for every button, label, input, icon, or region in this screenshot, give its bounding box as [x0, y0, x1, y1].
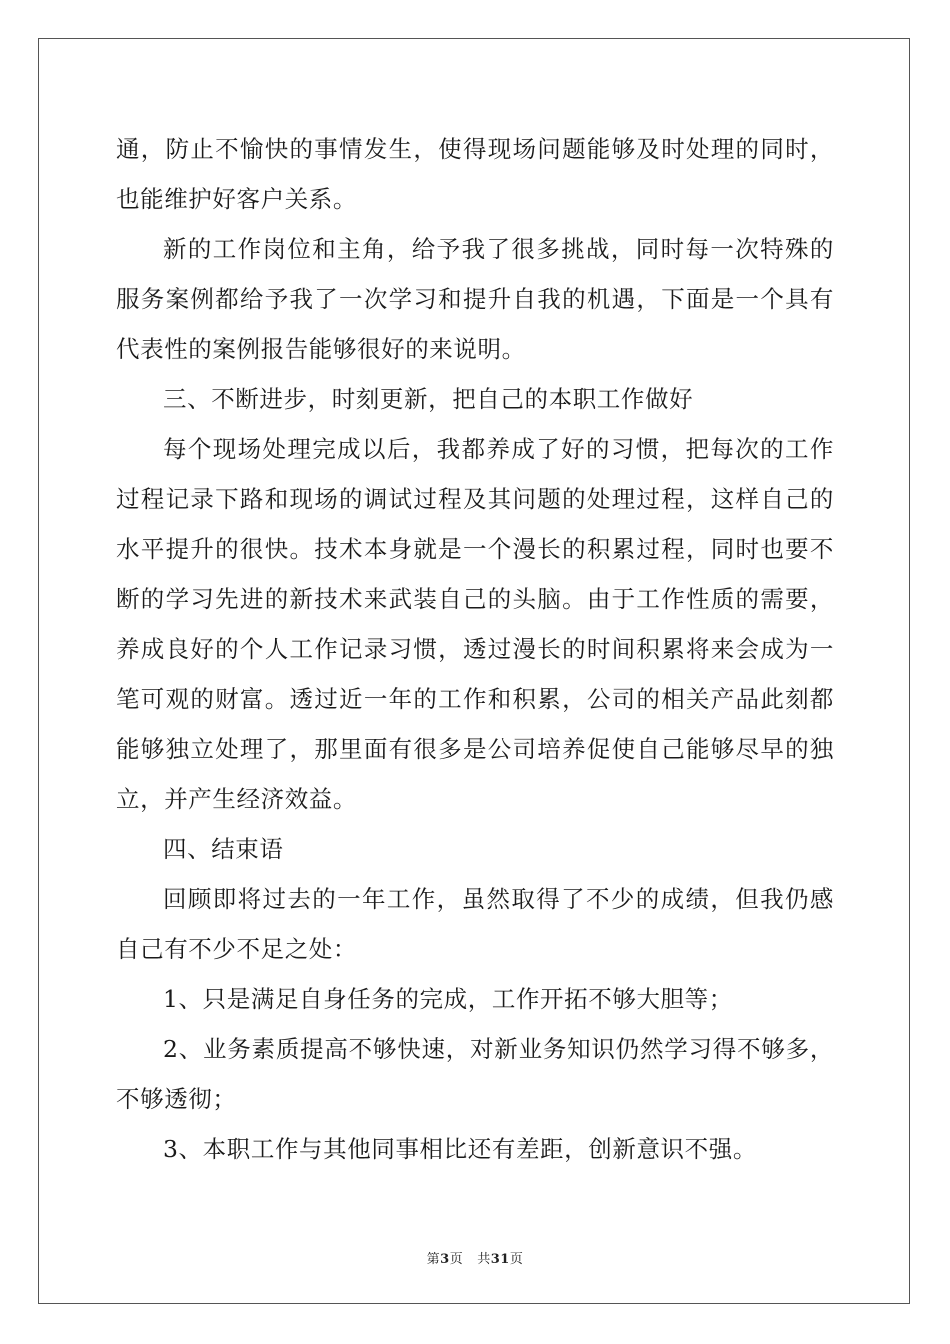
section-heading-4: 四、结束语: [163, 835, 284, 863]
document-body: [116, 124, 834, 1174]
paragraph: 每个现场处理完成以后，我都养成了好的习惯，把每次的工作过程记录下路和现场的调试过程及其问题的处理过程，这样自己的水平提升的很快。技术本身就是一个漫长的积累过程，同时也要不断的学习先进的新技术来武装自己的头脑。由于工作性质的需要，养成良好的个人工作记录习惯，透过漫长的时间积累将来会成为一笔可观的财富。透过近一年的工作和积累，公司的相关产品此刻都能够独立处理了，那里面有很多是公司培养促使自己能够尽早的独立，并产生经济效益。: [116, 435, 834, 813]
list-item-3: 3、本职工作与其他同事相比还有差距，创新意识不强。: [163, 1135, 757, 1163]
total-suffix: 页: [509, 1252, 524, 1267]
page-suffix: 页: [449, 1252, 464, 1267]
page-footer: [0, 1248, 950, 1267]
paragraph: 新的工作岗位和主角，给予我了很多挑战，同时每一次特殊的服务案例都给予我了一次学习和提升自我的机遇，下面是一个具有代表性的案例报告能够很好的来说明。: [116, 235, 834, 363]
section-heading-3: 三、不断进步，时刻更新，把自己的本职工作做好: [163, 385, 694, 413]
total-pages-number: 31: [490, 1252, 510, 1267]
list-item-2: 2、业务素质提高不够快速，对新业务知识仍然学习得不够多，不够透彻；: [116, 1035, 834, 1113]
paragraph: 回顾即将过去的一年工作，虽然取得了不少的成绩，但我仍感自己有不少不足之处：: [116, 885, 834, 963]
total-prefix: 共: [477, 1252, 491, 1267]
page-prefix: 第: [426, 1252, 441, 1267]
current-page-number: 3: [440, 1252, 450, 1267]
paragraph-continuation: 通，防止不愉快的事情发生，使得现场问题能够及时处理的同时，也能维护好客户关系。: [116, 135, 834, 213]
list-item-1: 1、只是满足自身任务的完成，工作开拓不够大胆等；: [163, 985, 733, 1013]
